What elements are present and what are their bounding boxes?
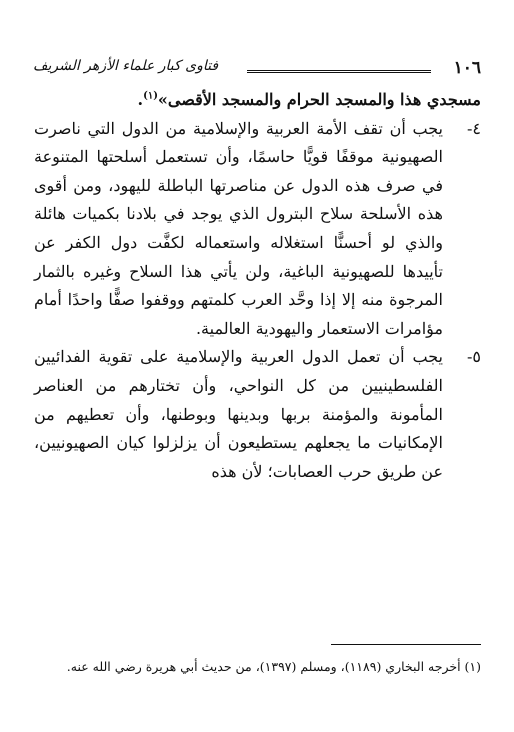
header-rule xyxy=(247,70,431,73)
body-text xyxy=(34,86,481,486)
footnote-ref: (١) xyxy=(143,90,158,102)
running-header xyxy=(33,56,481,86)
list-item xyxy=(34,343,481,486)
item-number: ٥- xyxy=(467,347,481,367)
lead-tail: . xyxy=(137,90,144,109)
page-number: ١٠٦ xyxy=(453,58,481,78)
footnote-rule xyxy=(331,644,481,645)
running-title: فتاوى كبار علماء الأزهر الشريف xyxy=(33,58,219,74)
footnote: (١) أخرجه البخاري (١١٨٩)، ومسلم (١٣٩٧)، من حديث أبي هريرة رضي الله عنه. xyxy=(66,659,481,674)
lead-text: مسجدي هذا والمسجد الحرام والمسجد الأقصى» xyxy=(157,90,481,109)
item-text: يجب أن تقف الأمة العربية والإسلامية من الدول التي ناصرت الصهيونية موقفًا قويًّا حاسمًا، وأن تستعمل أسلحتها المتنوعة في صرف هذه الدول عن مناصرتها الباطلة لليهود، ومن أقوى هذه الأسلحة سلاح البترول الذي يوجد في بلادنا بكميات هائلة والذي لو أحسنًّا استغلاله واستعماله لكفَّت دول الكفر عن تأييدها للصهيونية الباغية، ولن يأتي هذا السلاح وغيره بالثمار المرجوة منه إلا إذا وحَّد العرب كلمتهم ووقفوا صفًّا واحدًا أمام مؤامرات الاستعمار واليهودية العالمية. xyxy=(34,118,444,338)
list-item xyxy=(34,115,481,344)
item-text: يجب أن تعمل الدول العربية والإسلامية على تقوية الفدائيين الفلسطينيين من كل النواحي، وأن تختارهم من العناصر المأمونة والمؤمنة بربها وبدينها وبوطنها، وأن تعطيهم من الإمكانيات ما يجعلهم يستطيعون أن يزلزلوا كيان الصهيونيين، عن طريق حرب العصابات؛ لأن هذه xyxy=(34,347,444,481)
lead-line xyxy=(34,86,481,115)
item-number: ٤- xyxy=(467,118,481,138)
